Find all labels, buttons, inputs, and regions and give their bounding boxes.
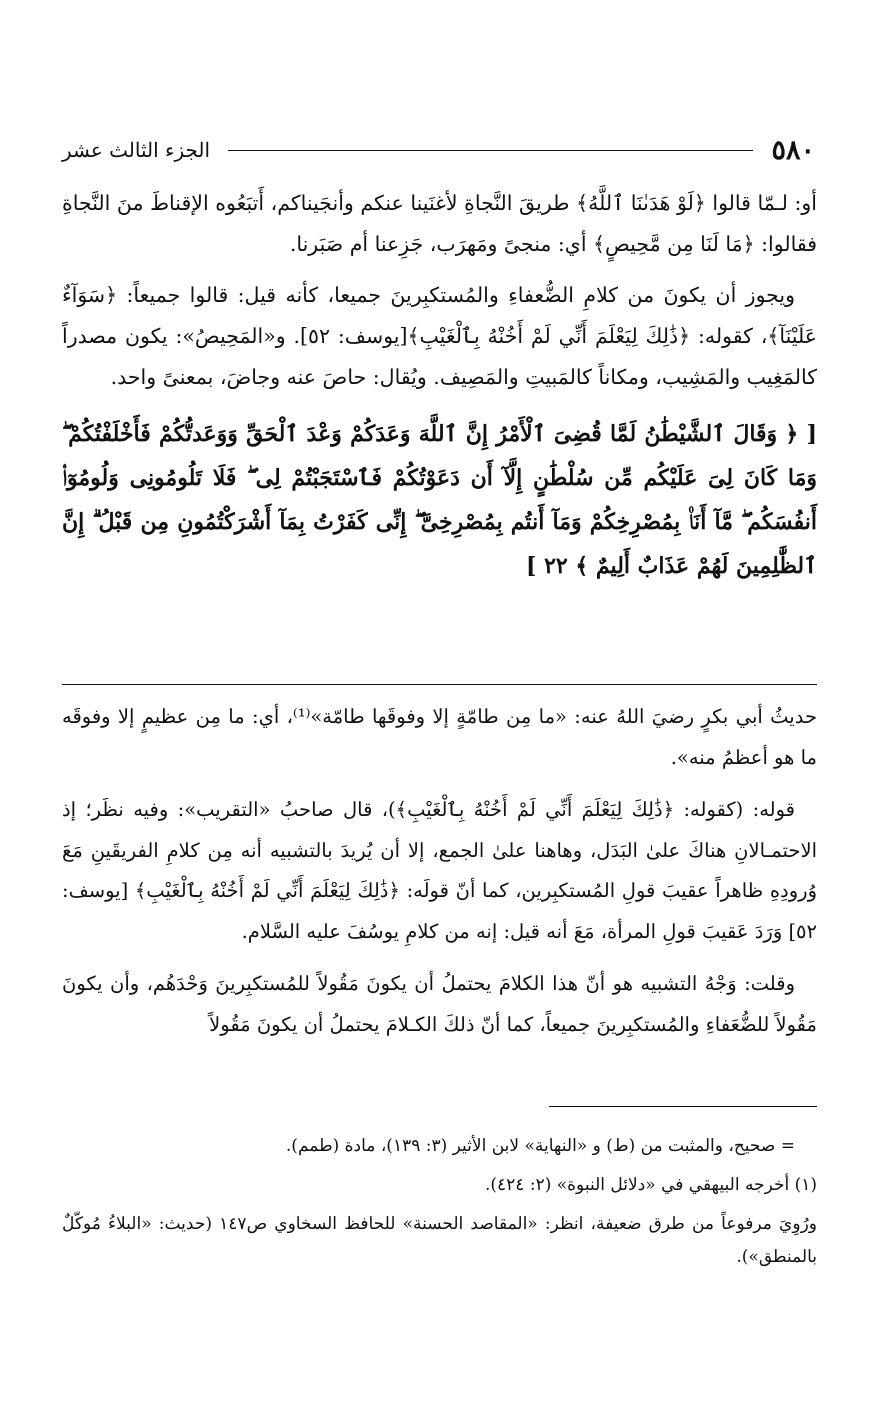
commentary-paragraph: حديثُ أبي بكرٍ رضيَ اللهُ عنه: «ما مِن طامّةٍ إلا وفوقَها طامّة»⁽¹⁾، أي: ما مِن عظيمٍ إلا وفوقَه ما هو أعظمُ منه».	[62, 705, 818, 769]
quran-verse: [ ﴿ وَقَالَ ٱلشَّيْطَٰنُ لَمَّا قُضِىَ ٱلْأَمْرُ إِنَّ ٱللَّهَ وَعَدَكُمْ وَعْدَ ٱلْحَقِّ وَوَعَدتُّكُمْ فَأَخْلَفْتُكُمْ ۖ وَمَا كَانَ لِىَ عَلَيْكُم مِّن سُلْطَٰنٍ إِلَّآ أَن دَعَوْتُكُمْ فَٱسْتَجَبْتُمْ لِى ۖ فَلَا تَلُومُونِى وَلُومُوٓا۟ أَنفُسَكُم ۖ مَّآ أَنَا۠ بِمُصْرِخِكُمْ وَمَآ أَنتُم بِمُصْرِخِىَّ ۖ إِنِّى كَفَرْتُ بِمَآ أَشْرَكْتُمُونِ مِن قَبْلُ ۗ إِنَّ ٱلظَّٰلِمِينَ لَهُمْ عَذَابٌ أَلِيمٌ ﴾ ٢٢ ]	[62, 421, 817, 579]
main-text	[62, 183, 817, 600]
page-header	[62, 130, 815, 170]
main-paragraph: أو: لـمّا قالوا ﴿لَوْ هَدَىٰنَا ٱللَّهُ﴾ طريقَ النَّجاةِ لأغنَينا عنكم وأنجَيناكم، أَتبَعُوه الإقناطَ منَ النَّجاةِ فقالوا: ﴿مَا لَنَا مِن مَّحِيصٍ﴾ أي: منجىً ومَهرَب، جَزِعنا أم صَبَرنا.	[62, 191, 817, 256]
commentary-paragraph: قوله: (كقوله: ﴿ذَٰلِكَ لِيَعْلَمَ أَنِّي لَمْ أَخُنْهُ بِٱلْغَيْبِ﴾)، قال صاحبُ «التقريب»: وفيه نظَر؛ إذ الاحتمـالانِ هناكَ علىٰ البَدَل، وهاهنا علىٰ الجمع، إلا أن يُريدَ بالتشبيه أنه مِن كلامِ الفريقَينِ مَعَ وُرودِهِ ظاهراً عقيبَ قولِ المُستكبِرين، كما أنّ قولَه: ﴿ذَٰلِكَ لِيَعْلَمَ أَنِّي لَمْ أَخُنْهُ بِٱلْغَيْبِ﴾ [يوسف: ٥٢] وَرَدَ عَقيبَ قولِ المرأة، مَعَ أنه قيل: إنه من كلامِ يوسُفَ عليه السَّلام.	[62, 798, 817, 943]
section-divider	[62, 684, 817, 685]
commentary-text	[62, 697, 817, 1057]
footnote: ورُوِيَ مرفوعاً من طرق ضعيفة، انظر: «المقاصد الحسنة» للحافظ السخاوي ص١٤٧ (حديث: «البلاءُ مُوكّلٌ بالمنطق»).	[62, 1214, 817, 1267]
page-number: ٥٨٠	[771, 134, 815, 166]
footnote: = صحيح، والمثبت من (ط) و «النهاية» لابن الأثير (٣: ١٣٩)، مادة (طمم).	[285, 1136, 795, 1156]
footnote-divider	[549, 1106, 817, 1107]
commentary-paragraph: وقلت: وَجْهُ التشبيه هو أنّ هذا الكلامَ يحتملُ أن يكونَ مَقُولاً للمُستكبِرينَ وَحْدَهُم، وأن يكونَ مَقُولاً للضُّعَفاءِ والمُستكبِرينَ جميعاً، كما أنّ ذلكَ الكـلامَ يحتملُ أن يكونَ مَقُولاً	[62, 972, 817, 1036]
main-paragraph: ويجوز أن يكونَ من كلامِ الضُّعفاءِ والمُستكبِرينَ جميعا، كأنه قيل: قالوا جميعاً: ﴿سَوَآءٌ عَلَيْنَآ﴾، كقوله: ﴿ذَٰلِكَ لِيَعْلَمَ أَنِّي لَمْ أَخُنْهُ بِٱلْغَيْبِ﴾[يوسف: ٥٢]. و«المَحِيصُ»: يكون مصدراً كالمَغِيب والمَشِيب، ومكاناً كالمَبيتِ والمَصِيف. ويُقال: حاصَ عنه وجاضَ، بمعنىً واحد.	[62, 283, 817, 389]
running-title: الجزء الثالث عشر	[62, 138, 211, 162]
footnotes	[62, 1130, 817, 1280]
footnote: (١) أخرجه البيهقي في «دلائل النبوة» (٢: ٤٢٤).	[484, 1175, 817, 1195]
header-rule	[228, 150, 753, 151]
